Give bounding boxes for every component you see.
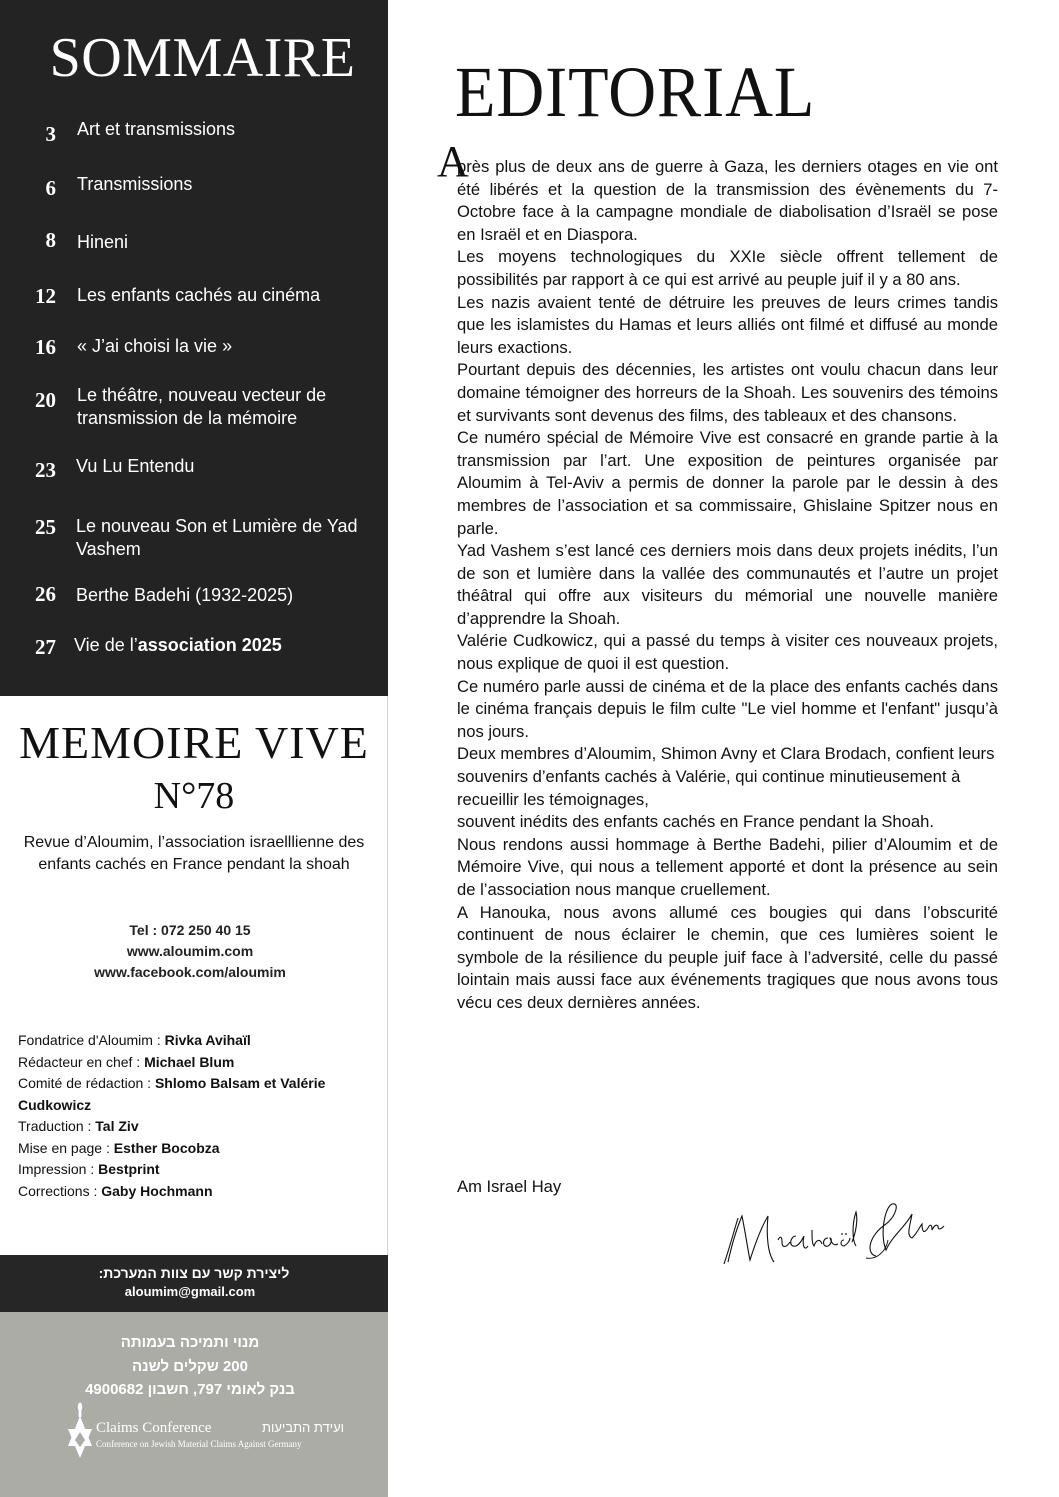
toc-page-number: 12	[35, 284, 56, 308]
credit-line	[18, 1052, 378, 1074]
toc-label-prefix: Vie de l’	[74, 635, 138, 655]
editorial-closing: Am Israel Hay	[457, 1177, 562, 1196]
toc-label-bold: association 2025	[137, 635, 282, 655]
magazine-description: Revue d’Aloumim, l’association israelllienne des enfants cachés en France pendant la shoah	[23, 834, 365, 873]
toc-page-number: 6	[45, 176, 56, 200]
phone-number: Tel : 072 250 40 15	[129, 922, 251, 938]
credit-name: Gaby Hochmann	[101, 1182, 213, 1199]
editorial-paragraph: Nous rendons aussi hommage à Berthe Badehi, pilier d’Aloumim et de Mémoire Vive, qui nous a tellement apporté et dont la présence au sein de l’association nous manque cruellement.	[457, 834, 998, 899]
credit-line	[18, 1181, 378, 1203]
credit-role: Impression :	[18, 1161, 99, 1177]
toc-page-number: 8	[45, 228, 56, 252]
toc-title: SOMMAIRE	[49, 27, 356, 89]
toc-page-number: 20	[35, 388, 56, 412]
toc-label: Berthe Badehi (1932-2025)	[76, 585, 294, 605]
toc-page-number: 25	[35, 515, 56, 539]
website-link[interactable]: www.aloumim.com	[126, 943, 254, 959]
facebook-link[interactable]: www.facebook.com/aloumim	[94, 964, 286, 980]
toc-page-number: 27	[35, 635, 56, 659]
toc-label	[74, 634, 374, 657]
star-of-david-candle-icon	[66, 1402, 94, 1460]
support-line: 200 שקלים לשנה	[132, 1358, 248, 1375]
editorial-paragraph: Deux membres d’Aloumim, Shimon Avny et Clara Brodach, confient leurs souvenirs d’enfants cachés à Valérie, qui continue minutieusement à recueillir les témoignages,	[457, 744, 995, 809]
credits	[18, 1030, 378, 1202]
credit-role: Fondatrice d'Aloumim :	[18, 1032, 165, 1048]
toc-label: Le théâtre, nouveau vecteur de transmission de la mémoire	[77, 385, 327, 428]
toc-label: « J’ai choisi la vie »	[77, 336, 233, 356]
editorial-paragraph: Ce numéro parle aussi de cinéma et de la place des enfants cachés dans le cinéma français depuis le film culte "Le viel homme et l'enfant" jusqu’à nos jours.	[457, 676, 998, 741]
credit-role: Mise en page :	[18, 1139, 114, 1156]
contact-email[interactable]: aloumim@gmail.com	[124, 1284, 256, 1299]
support-line: מנוי ותמיכה בעמותה	[120, 1334, 260, 1351]
credit-name: Bestprint	[98, 1161, 160, 1177]
toc-label: Les enfants cachés au cinéma	[77, 285, 321, 305]
editorial-paragraph: Les nazis avaient tenté de détruire les preuves de leurs crimes tandis que les islamistes du Hamas et leurs alliés ont filmé et diffusé au monde leurs exactions.	[457, 292, 998, 357]
credit-name: Tal Ziv	[95, 1118, 139, 1134]
toc-page-number: 23	[35, 458, 56, 482]
credit-name: Rivka Avihaïl	[164, 1032, 251, 1048]
editorial-paragraph: Valérie Cudkowicz, qui a passé du temps à visiter ces nouveaux projets, nous explique de quoi il est question.	[457, 631, 998, 674]
editorial-paragraph: souvent inédits des enfants cachés en France pendant la Shoah.	[457, 812, 934, 832]
credit-line	[18, 1030, 378, 1052]
contact-heading: ליצירת קשר עם צוות המערכת:	[98, 1265, 290, 1281]
credit-role: Traduction :	[18, 1118, 96, 1134]
claims-logo-subtitle: Conference on Jewish Material Claims Against Germany	[96, 1439, 302, 1449]
toc-label: Vu Lu Entendu	[76, 456, 195, 476]
credit-name: Shlomo Balsam et Valérie Cudkowicz	[18, 1075, 326, 1113]
credit-line	[18, 1138, 378, 1160]
claims-logo-name: Claims Conference	[96, 1420, 212, 1436]
claims-conference-logo	[66, 1402, 345, 1462]
support-line: בנק לאומי 797, חשבון 4900682	[85, 1381, 295, 1398]
toc-page-number: 16	[35, 335, 56, 359]
credit-line	[18, 1159, 378, 1181]
editorial-paragraph: près plus de deux ans de guerre à Gaza, les derniers otages en vie ont été libérés et la question de la transmission des évènements du 7-Octobre face à la campagne mondiale de diabolisation d’Israël se pose en Israël et en Diaspora.	[457, 157, 998, 244]
editorial-paragraph: Yad Vashem s’est lancé ces derniers mois dans deux projets inédits, l’un de son et lumière dans la vallée des communautés et l’autre un projet théâtral qui offre aux visiteurs du mémorial une nouvelle manière d’apprendre la Shoah.	[457, 541, 998, 628]
editorial-title: EDITORIAL	[455, 52, 816, 132]
toc-page-number: 26	[35, 582, 56, 606]
toc-label: Le nouveau Son et Lumière de Yad Vashem	[76, 516, 358, 559]
credit-role: Corrections :	[18, 1182, 102, 1199]
editorial-dropcap: A	[437, 137, 469, 186]
credit-role: Rédacteur en chef :	[18, 1053, 145, 1070]
editorial-paragraph: Pourtant depuis des décennies, les artistes ont voulu chacun dans leur domaine témoigner des horreurs de la Shoah. Les souvenirs des témoins et survivants sont devenus des films, des tableaux et des chansons.	[457, 360, 998, 425]
editorial-paragraph: Les moyens technologiques du XXIe siècle offrent tellement de possibilités par rapport à ce qui est arrivé au peuple juif il y a 80 ans.	[457, 247, 998, 289]
signature-icon	[716, 1196, 946, 1271]
table-of-contents	[0, 0, 388, 696]
masthead-contact	[0, 920, 380, 983]
toc-label: Art et transmissions	[77, 119, 236, 139]
contact-bar	[0, 1255, 388, 1312]
credit-role: Comité de rédaction :	[18, 1075, 155, 1091]
credit-name: Michael Blum	[144, 1053, 235, 1070]
editorial-paragraph: A Hanouka, nous avons allumé ces bougies qui dans l’obscurité continuent de nous éclairer le chemin, que ces lumières soient le symbole de la résilience du peuple juif face à l’adversité, celle du passé lointain mais aussi face aux événements tragiques que nous avons tous vécu ces deux dernières années.	[457, 902, 998, 1012]
claims-logo-hebrew: ועידת התביעות	[262, 1420, 345, 1435]
credit-line	[18, 1116, 378, 1138]
toc-label: Hineni	[77, 232, 129, 252]
toc-page-number: 3	[45, 122, 56, 146]
left-column	[0, 0, 388, 1497]
editorial-paragraph: Ce numéro spécial de Mémoire Vive est consacré en grande partie à la transmission par l’art. Une exposition de peintures organisée par Aloumim à Tel-Aviv a permis de donner la parole par le dessin à des membres de l’association et sa commissaire, Ghislaine Spitzer nous en parle.	[457, 428, 998, 538]
credit-line	[18, 1073, 378, 1116]
magazine-title: MEMOIRE VIVE	[19, 717, 369, 768]
credit-name: Esther Bocobza	[113, 1139, 220, 1156]
editorial-body	[457, 156, 998, 1015]
issue-number: N°78	[153, 775, 235, 817]
toc-label: Transmissions	[77, 174, 193, 194]
